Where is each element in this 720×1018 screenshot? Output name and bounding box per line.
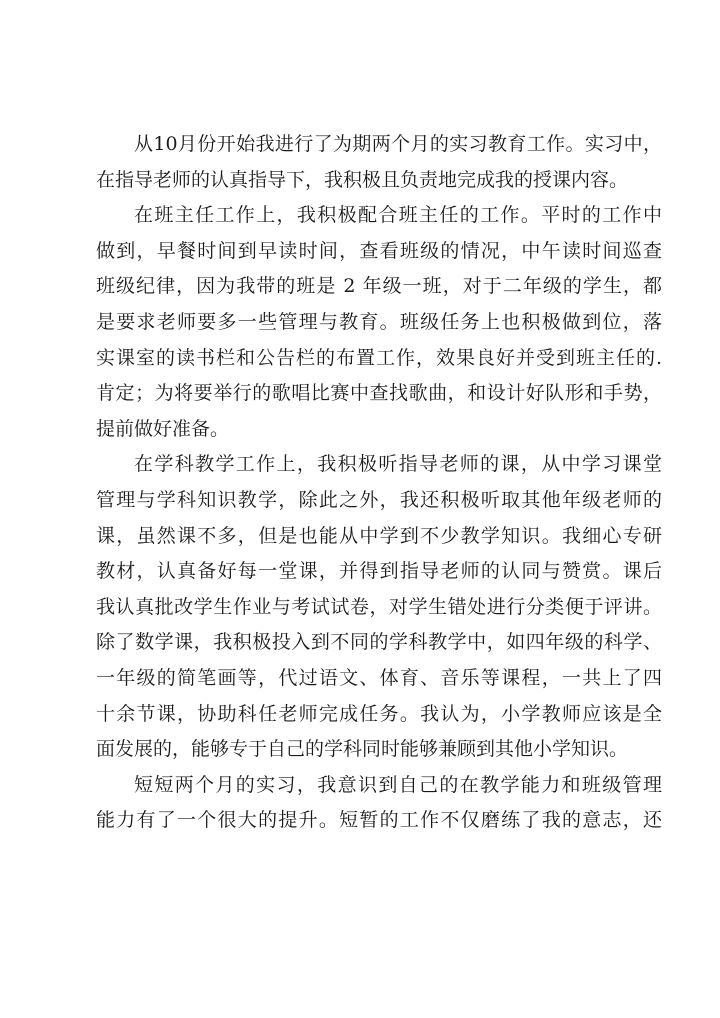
- text-line: 课，虽然课不多，但是也能从中学到不少教学知识。我细心专研: [96, 524, 662, 547]
- text-line: 班级纪律，因为我带的班是 2 年级一班，对于二年级的学生，都: [96, 275, 662, 298]
- paragraph-subject-teaching: [96, 447, 662, 767]
- text-line: 在学科教学工作上，我积极听指导老师的课，从中学习课堂: [134, 453, 662, 476]
- paragraph-class-teacher-work: [96, 198, 662, 447]
- text-line: 是要求老师要多一些管理与教育。班级任务上也积极做到位，落: [96, 310, 662, 333]
- paragraph-internship-intro: [96, 127, 662, 198]
- text-line: 我认真批改学生作业与考试试卷，对学生错处进行分类便于评讲。: [96, 595, 662, 618]
- text-line: 除了数学课，我积极投入到不同的学科教学中，如四年级的科学、: [96, 631, 662, 654]
- text-line: 在指导老师的认真指导下，我积极且负责地完成我的授课内容。: [96, 168, 629, 191]
- document-body: [96, 127, 662, 839]
- text-line: 教材，认真备好每一堂课，并得到指导老师的认同与赞赏。课后: [96, 560, 662, 583]
- text-line: 实课室的读书栏和公告栏的布置工作，效果良好并受到班主任的.: [96, 346, 662, 369]
- text-line: 面发展的，能够专于自己的学科同时能够兼顾到其他小学知识。: [96, 738, 629, 761]
- text-line: 管理与学科知识教学，除此之外，我还积极听取其他年级老师的: [96, 488, 662, 511]
- text-line: 做到，早餐时间到早读时间，查看班级的情况，中午读时间巡查: [96, 239, 662, 262]
- text-line: 在班主任工作上，我积极配合班主任的工作。平时的工作中: [134, 204, 662, 227]
- text-line: 短短两个月的实习，我意识到自己的在教学能力和班级管理: [134, 773, 662, 796]
- text-line: 提前做好准备。: [96, 417, 230, 440]
- paragraph-reflection: [96, 768, 662, 839]
- text-line: 十余节课，协助科任老师完成任务。我认为，小学教师应该是全: [96, 702, 662, 725]
- text-line: 一年级的简笔画等，代过语文、体育、音乐等课程，一共上了四: [96, 666, 662, 689]
- text-line: 能力有了一个很大的提升。短暂的工作不仅磨练了我的意志，还: [96, 809, 662, 832]
- text-line: 从10月份开始我进行了为期两个月的实习教育工作。实习中，: [134, 133, 662, 155]
- text-line: 肯定；为将要举行的歌唱比赛中查找歌曲，和设计好队形和手势，: [96, 382, 662, 405]
